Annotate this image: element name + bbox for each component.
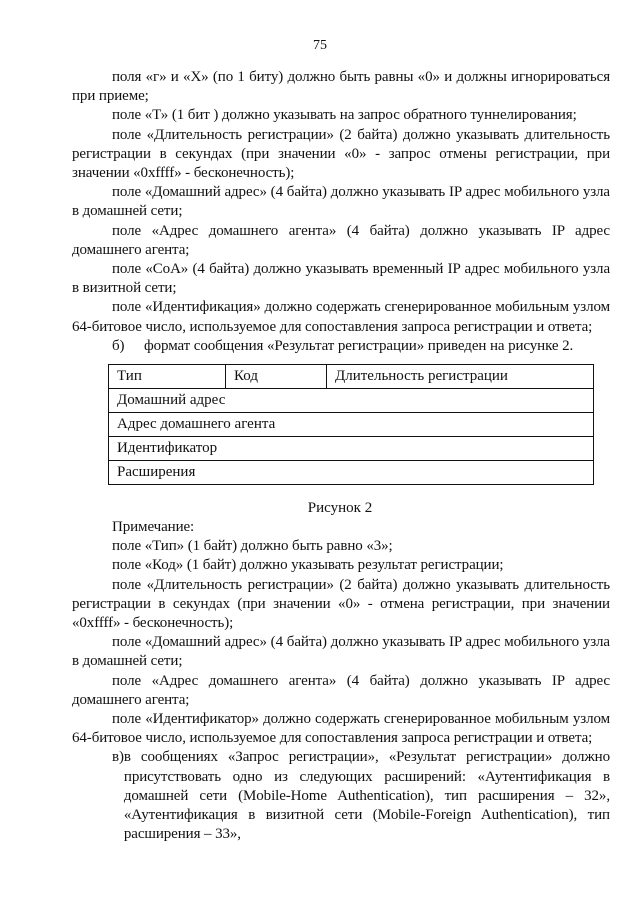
paragraph-identification: поле «Идентификация» должно содержать сгенерированное мобильным узлом 64-битовое число, используемое для сопоставления запроса регистрации и ответа; [72,299,610,335]
cell-home-address: Домашний адрес [109,389,594,413]
note-title: Примечание: [112,519,195,535]
cell-identifier: Идентификатор [109,437,594,461]
note-home-agent: поле «Адрес домашнего агента» (4 байта) должно указывать IP адрес домашнего агента; [72,672,610,708]
cell-home-agent-address: Адрес домашнего агента [109,413,594,437]
table-row [109,461,594,485]
cell-extensions: Расширения [109,461,594,485]
list-label-b: б) [112,337,125,354]
paragraph-home-agent: поле «Адрес домашнего агента» (4 байта) должно указывать IP адрес домашнего агента; [72,222,610,258]
list-text-b: формат сообщения «Результат регистрации» приведен на рисунке 2. [144,337,574,354]
table-row [109,413,594,437]
figure-caption: Рисунок 2 [307,500,373,516]
paragraph-flags: поля «г» и «Х» (по 1 биту) должно быть равны «0» и должны игнорироваться при приеме; [72,69,610,105]
list-text-v: в сообщениях «Запрос регистрации», «Результат регистрации» должно присутствовать одно из следующих расширений: «Аутентификация в домашней сети (Mobile-Home Authentication), тип расширения – 32», «Аутентификация в визитной сети (Mobile-Foreign Authentication), тип расширения – 33», [123,749,610,843]
note-duration: поле «Длительность регистрации» (2 байта) должно указывать длительность регистрации в секундах (при значении «0» - отмена регистрации, при значении «0xffff» - бесконечность); [72,576,610,632]
table-row [109,389,594,413]
list-label-v: в) [112,749,124,766]
figure-2-table [108,364,594,485]
table-row [109,365,594,389]
note-home-address: поле «Домашний адрес» (4 байта) должно указывать IP адрес мобильного узла в домашней сети; [72,634,610,670]
top-text-block [72,68,610,356]
table-row [109,437,594,461]
paragraph-home-address: поле «Домашний адрес» (4 байта) должно указывать IP адрес мобильного узла в домашней сети; [72,184,610,220]
note-text-block [72,518,610,844]
cell-code: Код [226,365,327,389]
cell-type: Тип [109,365,226,389]
paragraph-coa: поле «CoA» (4 байта) должно указывать временный IP адрес мобильного узла в визитной сети; [72,261,610,297]
page-number: 75 [313,38,327,53]
note-type: поле «Тип» (1 байт) должно быть равно «3»; [112,538,393,555]
paragraph-duration: поле «Длительность регистрации» (2 байта) должно указывать длительность регистрации в секундах (при значении «0» - запрос отмены регистрации, при значении «0xffff» - бесконечность); [72,126,610,182]
note-code: поле «Код» (1 байт) должно указывать результат регистрации; [112,557,504,574]
list-item-v [72,748,610,844]
note-identifier: поле «Идентификатор» должно содержать сгенерированное мобильным узлом 64-битовое число, используемое для сопоставления запроса регистрации и ответа; [72,711,610,747]
cell-duration: Длительность регистрации [327,365,594,389]
paragraph-t-field: поле «Т» (1 бит ) должно указывать на запрос обратного туннелирования; [112,107,577,124]
list-item-b [72,337,610,356]
